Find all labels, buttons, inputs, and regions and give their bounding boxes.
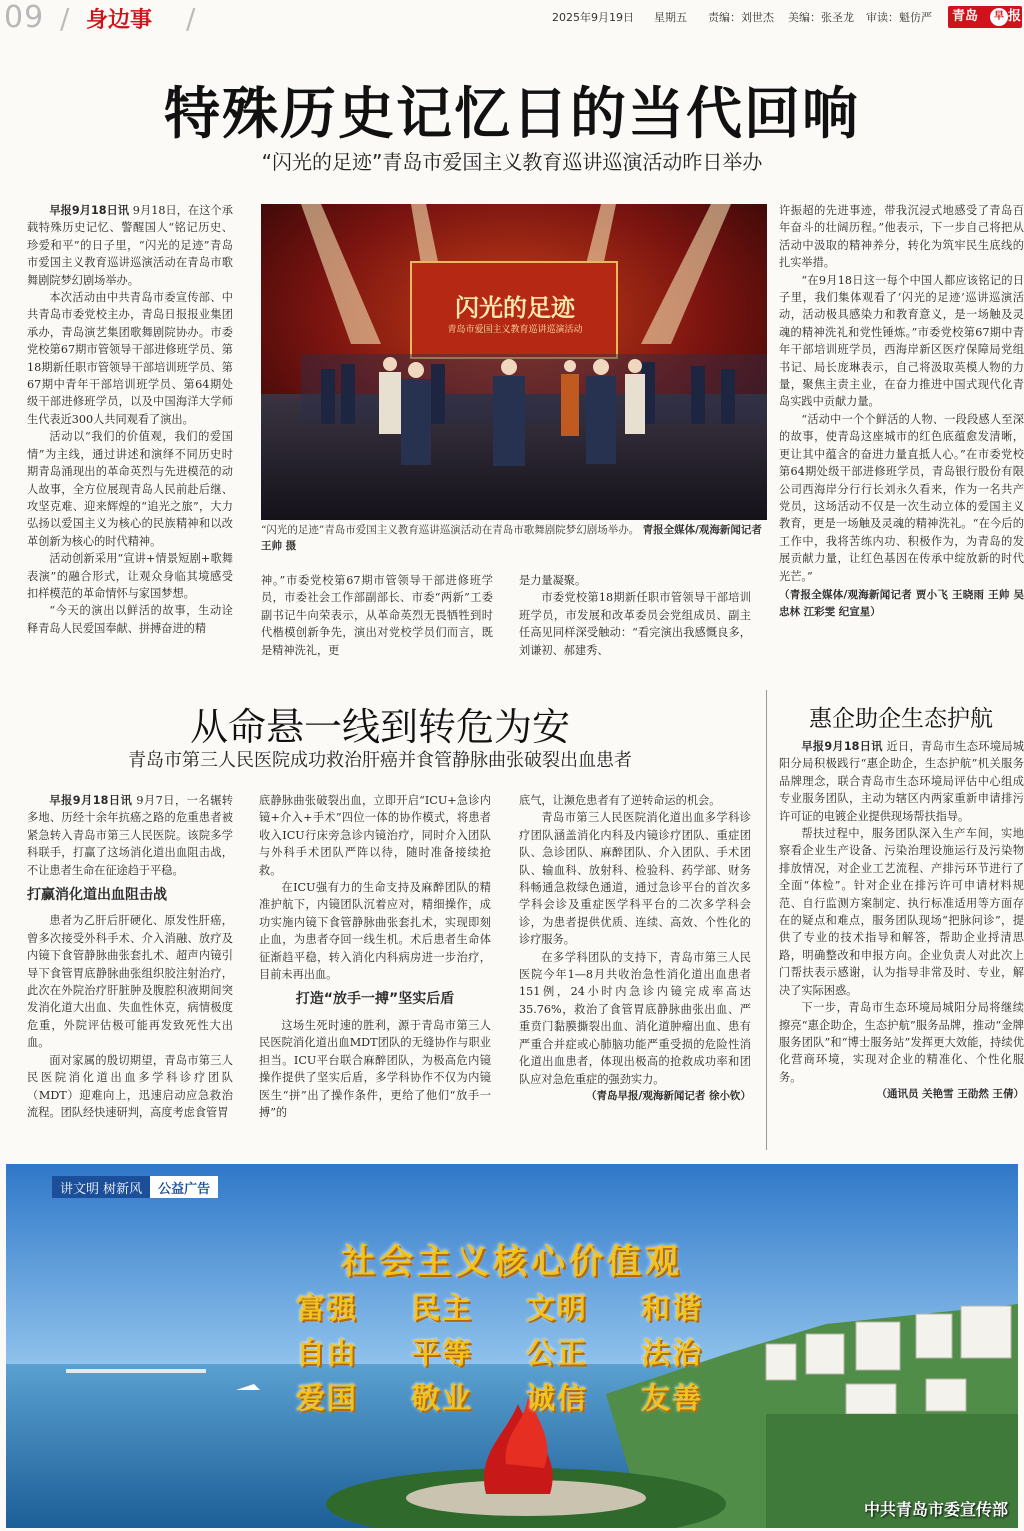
paragraph: 帮扶过程中，服务团队深入生产车间，实地察看企业生产设备、污染治理设施运行及污染物排放情况，对企业工艺流程、产排污环节进行了全面“体检”。针对企业在排污许可申请材料规范、自行监测方案制定、执行标准适用等方面存在的疑点和难点，服务团队现场“把脉问诊”，提供了专业的技术指导和解答，帮助企业捋清思路，明确整改和申报方向。企业负责人对此次上门帮扶表示感谢，认为指导非常及时、专业，解决了实际困惑。 (779, 827, 1024, 997)
paragraph: 本次活动由中共青岛市委宣传部、中共青岛市委党校主办，青岛日报报业集团承办，青岛演艺集团歌舞剧院协办。市委党校第67期市管领导干部进修班学员、第18期新任职市管领导干部培训班学员、第67期中青年干部培训班学员、第64期处级干部进修班学员，以及中国海洋大学师生代表近300人共同观看了演出。 (27, 291, 233, 426)
byline: （通讯员 关艳雪 王劭然 王倩） (876, 1088, 1024, 1101)
caption-text: “闪光的足迹”青岛市爱国主义教育巡讲巡演活动在青岛市歌舞剧院梦幻剧场举办。 (261, 524, 640, 536)
stage-photo (261, 204, 767, 520)
article1-column-1: 早报9月18日讯 9月18日，在这个承载特殊历史记忆、警醒国人“铭记历史、珍爱和平”的日子里，“闪光的足迹”青岛市爱国主义教育巡讲巡演活动在青岛市歌舞剧院梦幻剧场举办。 本次活动由中共青岛市委宣传部、中共青岛市委党校主办，青岛日报报业集团承办，青岛演艺集团歌舞剧院协办。市委党校第67期市管领导干部进修班学员、第18期新任职市管领导干部培训班学员、第67期中青年干部培训班学员、第64期处级干部进修班学员，以及中国海洋大学师生代表近300人共同观看了演出。 活动以“我们的价值观，我们的爱国情”为主线，通过讲述和演绎不同历史时期青岛涌现出的革命英烈与先进模范的动人故事，全方位展现青岛人民前赴后继、攻坚克难、迎来辉煌的“追光之旅”，大力弘扬以爱国主义为核心的民族精神和以改革创新为核心的时代精神。 活动创新采用“宣讲+情景短剧+歌舞表演”的融合形式，让观众身临其境感受扣样模范的革命情怀与家国梦想。 “今天的演出以鲜活的故事，生动诠释青岛人民爱国奉献、拼搏奋进的精 (27, 202, 233, 637)
ad-slogan-tag: 讲文明 树新风 (52, 1176, 150, 1198)
divider-slash: / (60, 2, 70, 35)
paragraph: 许振超的先进事迹，带我沉浸式地感受了青岛百年奋斗的壮阔历程。”他表示，下一步自己将把从活动中汲取的精神养分，转化为筑牢民生底线的扎实举措。 (779, 204, 1024, 270)
byline: （青岛早报/观海新闻记者 徐小钦） (586, 1089, 751, 1102)
core-values-grid (296, 1286, 756, 1417)
core-value: 民主 (411, 1291, 474, 1325)
paragraph: 下一步，青岛市生态环境局城阳分局将继续擦亮“惠企助企，生态护航”服务品牌，推动“金牌服务团队”和“博士服务站”发挥更大效能，持续优化营商环境，实现对企业的精准化、个性化服务。 (779, 1001, 1024, 1084)
paragraph: 底静脉曲张破裂出血，立即开启“ICU+急诊内镜+介入+手术”四位一体的协作模式，将患者收入ICU行床旁急诊内镜治疗，同时介入团队与外科手术团队严阵以待，随时准备接续抢救。 (259, 794, 491, 877)
article3-headline: 惠企助企生态护航 (809, 706, 993, 732)
main-subheadline: “闪光的足迹”青岛市爱国主义教育巡讲巡演活动昨日举办 (261, 150, 763, 174)
article2-headline: 从命悬一线到转危为安 (189, 705, 570, 749)
page-header (0, 0, 1024, 34)
byline: （青报全媒体/观海新闻记者 贾小飞 王晓雨 王帅 吴忠林 江彩雯 纪宣星） (779, 588, 1024, 619)
article3-column: 早报9月18日讯 近日，青岛市生态环境局城阳分局积极践行“惠企助企，生态护航”机关服务品牌理念，联合青岛市生态环境局评估中心组成专业服务团队，主动为辖区内两家重新申请排污许可证的电镀企业提供现场帮扶指导。 帮扶过程中，服务团队深入生产车间，实地察看企业生产设备、污染治理设施运行及污染物排放情况，对企业工艺流程、产排污环节进行了全面“体检”。针对企业在排污许可申请材料规范、自行监测方案制定、执行标准适用等方面存在的疑点和难点，服务团队现场“把脉问诊”，提供了专业的技术指导和解答，帮助企业捋清思路，明确整改和申报方向。企业负责人对此次上门帮扶表示感谢，认为指导非常及时、专业，解决了实际困惑。 下一步，青岛市生态环境局城阳分局将继续擦亮“惠企助企，生态护航”服务品牌，推动“金牌服务团队”和“博士服务站”发挥更大效能，持续优化营商环境，实现对企业的精准化、个性化服务。 （通讯员 关艳雪 王劭然 王倩） (779, 738, 1024, 1104)
article2-column-3 (519, 792, 751, 1105)
article1-column-4 (779, 202, 1024, 622)
paragraph: 活动创新采用“宣讲+情景短剧+歌舞表演”的融合形式，让观众身临其境感受扣样模范的革命情怀与家国梦想。 (27, 552, 233, 600)
core-value: 和谐 (641, 1291, 704, 1325)
paragraph: 患者为乙肝后肝硬化、原发性肝癌，曾多次接受外科手术、介入消融、放疗及内镜下食管静脉曲张套扎术、超声内镜引导下食管胃底静脉曲张组织胶注射治疗，此次在外院治疗肝脏肿及腹腔积液期间突发消化道大出血、失血性休克，病情极度危重，外院评估极可能再发致死性大出血。 (27, 914, 233, 1050)
divider-slash: / (186, 2, 196, 35)
article1-column-3 (519, 572, 751, 659)
article2-subhead: 打造“放手一搏”坚实后盾 (295, 991, 455, 1008)
paragraph: 面对家属的殷切期望，青岛市第三人民医院消化道出血多学科诊疗团队（MDT）迎难向上，迅速启动应急救治流程。团队经快速研判，高度考虑食管胃 (27, 1053, 233, 1119)
paragraph: 神。”市委党校第67期市管领导干部进修班学员，市委社会工作部副部长、市委“两新”工委副书记牛向荣表示，从革命英烈无畏牺牲到时代楷模创新争先，演出对党校学员们而言，既是精神洗礼，更 (261, 574, 493, 657)
core-value: 富强 (296, 1291, 359, 1325)
core-value: 诚信 (526, 1381, 589, 1415)
editor-credit: 责编：刘世杰 (708, 11, 774, 24)
dateline: 早报9月18日讯 (49, 204, 130, 217)
article2-subheadline: 青岛市第三人民医院成功救治肝癌并食管静脉曲张破裂出血患者 (128, 750, 632, 771)
article2-column-2 (259, 792, 491, 1121)
photo-caption (261, 522, 767, 554)
main-headline: 特殊历史记忆日的当代回响 (164, 82, 860, 147)
article2-column-1: 早报9月18日讯 9月7日，一名辗转多地、历经十余年抗癌之路的危重患者被紧急转入青岛市第三人民医院。该院多学科联手，打赢了这场消化道出血阻击战，不让患者生命在征途趋于平稳。 打赢消化道出血阻击战 患者为乙肝后肝硬化、原发性肝癌，曾多次接受外科手术、介入消融、放疗及内镜下食管静脉曲张套扎术、超声内镜引导下食管胃底静脉曲张组织胶注射治疗，此次在外院治疗肝脏肿及腹腔积液期间突发消化道大出血、失血性休克，病情极度危重，外院评估极可能再发致死性大出血。 面对家属的殷切期望，青岛市第三人民医院消化道出血多学科诊疗团队（MDT）迎难向上，迅速启动应急救治流程。团队经快速研判，高度考虑食管胃 (27, 792, 233, 1121)
core-value: 平等 (411, 1336, 474, 1370)
paragraph: 这场生死时速的胜利，源于青岛市第三人民医院消化道出血MDT团队的无缝协作与职业担当。ICU平台联合麻醉团队，为极高危内镜操作提供了坚实后盾，多学科协作不仅为内镜医生“拼”出了操作条件，更给了他们“放手一搏”的 (259, 1018, 491, 1119)
issue-weekday: 星期五 (654, 11, 687, 24)
page-number: 09 (4, 0, 45, 35)
designer-credit: 美编：张圣龙 (788, 11, 854, 24)
core-value: 文明 (526, 1291, 589, 1325)
paragraph: “活动中一个个鲜活的人物、一段段感人至深的故事，使青岛这座城市的红色底蕴愈发清晰，更让其中蕴含的奋进力量直抵人心。”在市委党校第64期处级干部进修班学员，青岛银行股份有限公司西海岸分行行长刘永久看来，作为一名共产党员，这场活动不仅是一次生动立体的爱国主义教育，更是一场触及灵魂的精神洗礼。“在今后的工作中，我将苦练内功、积极作为，为青岛的发展贡献力量，让红色基因在传承中绽放新的时代光芒。” (779, 412, 1024, 583)
article2-subhead: 打赢消化道出血阻击战 (27, 887, 167, 904)
section-name: 身边事 (86, 8, 153, 33)
core-value: 自由 (296, 1336, 359, 1370)
paragraph: 底气，让濒危患者有了逆转命运的机会。 (519, 794, 721, 807)
logo-seal-icon: 早 (990, 8, 1008, 26)
issue-date: 2025年9月19日 (552, 11, 634, 24)
paragraph: “今天的演出以鲜活的故事，生动诠释青岛人民爱国奉献、拼搏奋进的精 (27, 604, 233, 635)
newspaper-logo (948, 6, 1022, 28)
paragraph: “在9月18日这一每个中国人都应该铭记的日子里，我们集体观看了‘闪光的足迹’巡讲巡演活动，活动极具感染力和教育意义，是一场触及灵魂的精神洗礼和党性锤炼。”市委党校第67期中青年干部培训班学员，西海岸新区医疗保障局党组书记、局长庞琳表示，自己将汲取英模人物的力量，聚焦主责主业，在奋力推进中国式现代化青岛实践中贡献力量。 (779, 273, 1024, 409)
ad-tag (52, 1176, 218, 1198)
ad-sponsor: 中共青岛市委宣传部 (863, 1500, 1008, 1519)
core-value: 爱国 (296, 1381, 359, 1415)
core-value: 友善 (641, 1381, 704, 1415)
ad-type-tag: 公益广告 (150, 1176, 218, 1198)
paragraph: 在ICU强有力的生命支持及麻醉团队的精准护航下，内镜团队沉着应对，精细操作，成功实施内镜下食管静脉曲张套扎术，实现即刻止血，为患者夺回一线生机。术后患者生命体征渐趋平稳，转入消化内科病房进一步治疗，目前未再出血。 (259, 881, 491, 982)
paragraph: 市委党校第18期新任职市管领导干部培训班学员，市发展和改革委员会党组成员、副主任高见同样深受触动：“看完演出我感慨良多，刘谦初、郝建秀、 (519, 591, 751, 657)
stage-banner-title: 闪光的足迹 (455, 293, 575, 322)
stage-photo-illustration (261, 204, 767, 520)
paragraph: 青岛市第三人民医院消化道出血多学科诊疗团队涵盖消化内科及内镜诊疗团队、重症团队、急诊团队、麻醉团队、介入团队、手术团队、输血科、放射科、检验科、药学部、财务科畅通急救绿色通道，通过急诊平台的首次多学科会诊及重症医学科平台的二次多学科会诊，为患者提供优质、连续、高效、个性化的诊疗服务。 (519, 811, 751, 947)
ad-title: 社会主义核心价值观 (341, 1242, 683, 1282)
proofreader-credit: 审读：魁仿严 (866, 11, 932, 24)
paragraph: 活动以“我们的价值观，我们的爱国情”为主线，通过讲述和演绎不同历史时期青岛涌现出的革命英烈与先进模范的动人故事，全方位展现青岛人民前赴后继、攻坚克难、迎来辉煌的“追光之旅”，大力弘扬以爱国主义为核心的民族精神和以改革创新为核心的时代精神。 (27, 430, 233, 548)
core-value: 法治 (641, 1336, 704, 1370)
article1-column-2 (261, 572, 493, 659)
column-divider (766, 690, 767, 1150)
stage-banner-subtitle: 青岛市爱国主义教育巡讲巡演活动 (447, 325, 583, 335)
paragraph: 是力量凝聚。 (519, 574, 587, 587)
dateline: 早报9月18日讯 (801, 740, 883, 753)
public-service-ad (6, 1164, 1018, 1528)
core-value: 公正 (526, 1336, 589, 1370)
photo-credit: 青报全媒体/观海新闻记者 王帅 摄 (261, 524, 762, 552)
paragraph: 在多学科团队的支持下，青岛市第三人民医院今年1—8月共收治急性消化道出血患者151例，24小时内急诊内镜完成率高达35.76%，救治了食管胃底静脉曲张出血、严重贲门黏膜撕裂出血、消化道肿瘤出血、患有严重合并症或心肺脑功能严重受损的危险性消化道出血患者，体现出极高的抢救成功率和团队应对急危重症的强劲实力。 (519, 950, 751, 1086)
logo-tail: 报 (1008, 9, 1022, 24)
core-value: 敬业 (411, 1381, 474, 1415)
logo-text: 青岛 (952, 9, 979, 24)
dateline: 早报9月18日讯 (49, 794, 133, 807)
